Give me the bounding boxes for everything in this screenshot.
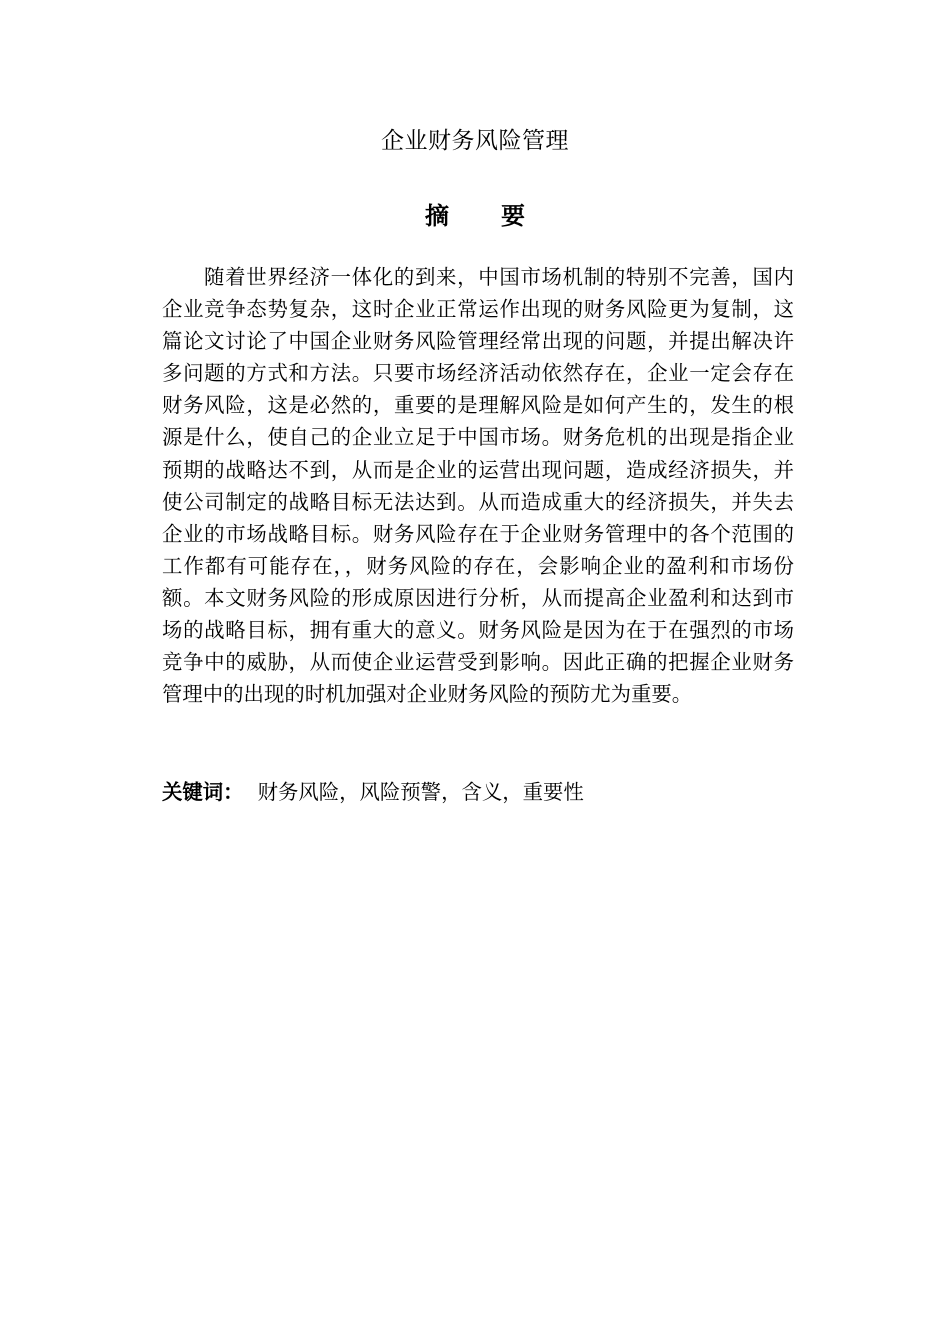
document-title: 企业财务风险管理	[381, 128, 569, 154]
abstract-heading-left: 摘	[425, 202, 449, 230]
abstract-heading-right: 要	[501, 202, 525, 230]
keywords-value: 财务风险，风险预警，含义，重要性	[257, 780, 584, 804]
abstract-body: 随着世界经济一体化的到来，中国市场机制的特别不完善，国内企业竞争态势复杂，这时企业正常运作出现的财务风险更为复制，这篇论文讨论了中国企业财务风险管理经常出现的问题，并提出解决许多问题的方式和方法。只要市场经济活动依然存在，企业一定会存在财务风险，这是必然的，重要的是理解风险是如何产生的，发生的根源是什么，使自己的企业立足于中国市场。财务危机的出现是指企业预期的战略达不到，从而是企业的运营出现问题，造成经济损失，并使公司制定的战略目标无法达到。从而造成重大的经济损失，并失去企业的市场战略目标。财务风险存在于企业财务管理中的各个范围的工作都有可能存在，，财务风险的存在，会影响企业的盈利和市场份额。本文财务风险的形成原因进行分析，从而提高企业盈利和达到市场的战略目标，拥有重大的意义。财务风险是因为在于在强烈的市场竞争中的威胁，从而使企业运营受到影响。因此正确的把握企业财务管理中的出现的时机加强对企业财务风险的预防尤为重要。	[162, 265, 794, 707]
keywords-label: 关键词：	[162, 780, 244, 804]
keywords-line	[162, 776, 794, 808]
abstract-heading	[0, 198, 950, 234]
